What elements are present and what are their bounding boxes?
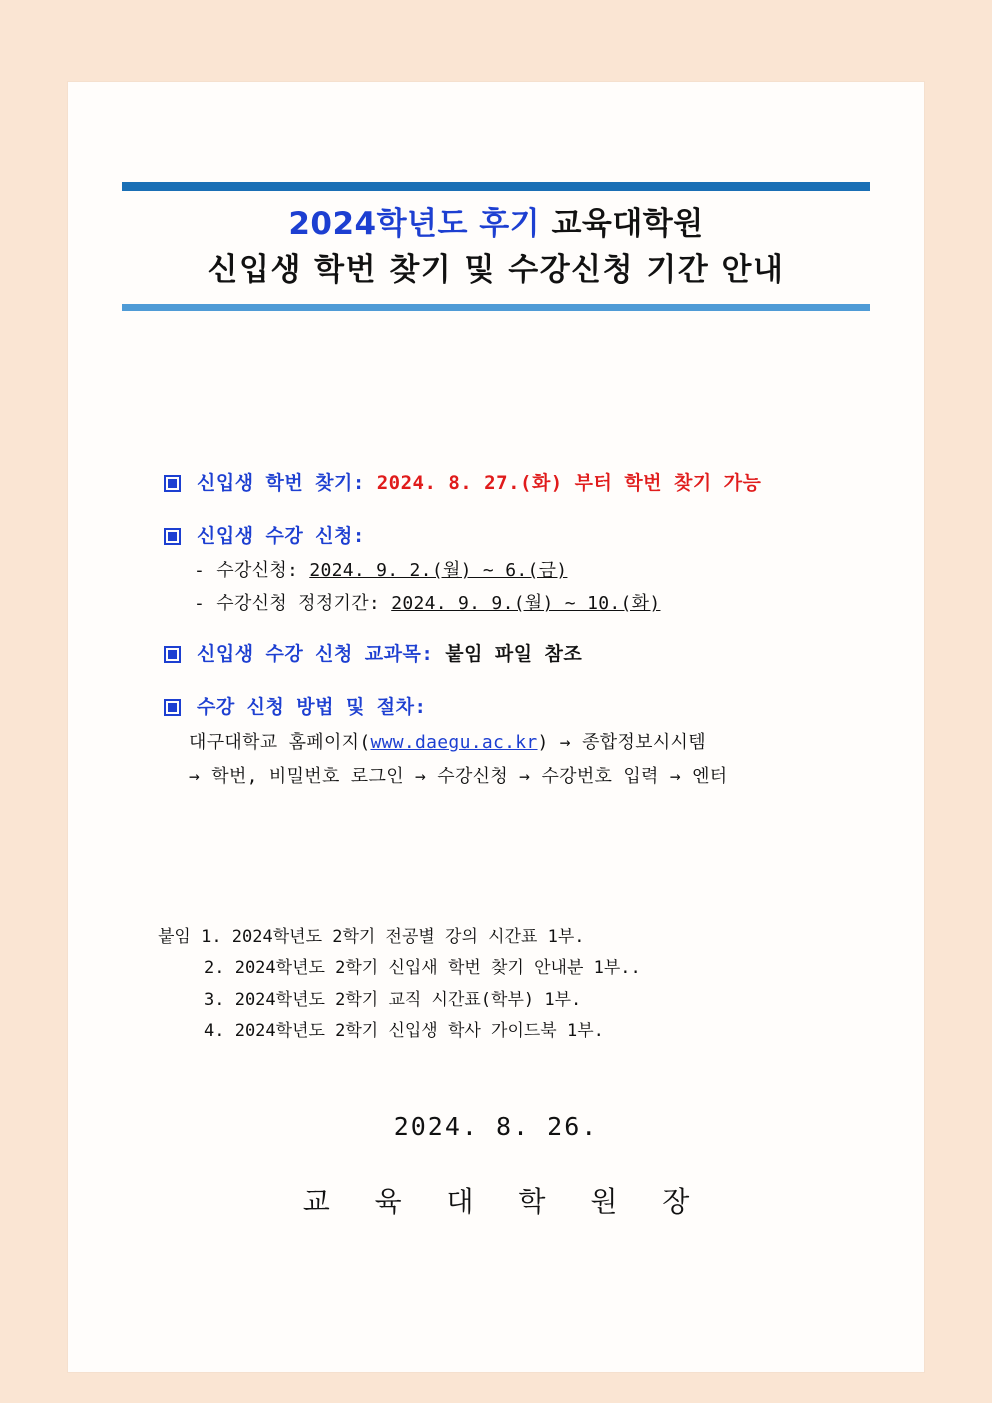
title-rule-top bbox=[122, 182, 870, 191]
notice-subitem-correction-period bbox=[194, 589, 944, 615]
document-page bbox=[68, 82, 924, 1372]
title-text-group bbox=[122, 191, 870, 304]
heading-value: 붙임 파일 참조 bbox=[445, 643, 583, 666]
notice-item-heading-text bbox=[197, 523, 365, 550]
notice-subitem-registration-period bbox=[194, 556, 944, 582]
university-homepage-link[interactable]: www.daegu.ac.kr bbox=[370, 732, 538, 754]
title-school: 교육대학원 bbox=[551, 206, 704, 242]
heading-highlight: 2024. 8. 27.(화) 부터 학번 찾기 가능 bbox=[376, 472, 762, 494]
square-bullet-icon bbox=[164, 528, 181, 545]
heading-label: 수강 신청 방법 및 절차: bbox=[197, 695, 427, 718]
document-signer: 교 육 대 학 원 장 bbox=[302, 1185, 704, 1218]
procedure-line-2: → 학번, 비밀번호 로그인 → 수강신청 → 수강번호 입력 → 엔터 bbox=[189, 766, 728, 788]
attachment-list bbox=[158, 922, 918, 1048]
notice-item-heading bbox=[164, 694, 944, 721]
attachment-item: 4. 2024학년도 2학기 신입생 학사 가이드북 1부. bbox=[204, 1021, 604, 1042]
notice-item-heading-text bbox=[197, 470, 761, 497]
notice-item-procedure bbox=[164, 694, 944, 789]
heading-label: 신입생 학번 찾기: bbox=[197, 472, 377, 494]
attachment-item: 붙임 1. 2024학년도 2학기 전공별 강의 시간표 1부. bbox=[158, 927, 585, 947]
notice-item-heading-text bbox=[197, 641, 582, 668]
procedure-suffix: ) → 종합정보시시템 bbox=[537, 732, 706, 754]
square-bullet-icon bbox=[164, 475, 181, 492]
title-block bbox=[122, 182, 870, 311]
title-year-term: 2024학년도 후기 bbox=[288, 206, 552, 242]
notice-item-heading bbox=[164, 470, 944, 497]
notice-item-course-registration bbox=[164, 523, 944, 616]
subitem-label: - 수강신청 정정기간: bbox=[194, 593, 392, 615]
title-rule-bottom bbox=[122, 304, 870, 311]
square-bullet-icon bbox=[164, 646, 181, 663]
subitem-value: 2024. 9. 9.(월) ~ 10.(화) bbox=[391, 593, 661, 615]
page-title-line-2: 신입생 학번 찾기 및 수강신청 기간 안내 bbox=[207, 251, 785, 288]
heading-label: 신입생 수강 신청: bbox=[197, 524, 365, 547]
procedure-prefix: 대구대학교 홈페이지( bbox=[189, 732, 371, 754]
attachment-item: 3. 2024학년도 2학기 교직 시간표(학부) 1부. bbox=[204, 989, 582, 1010]
notice-item-heading-text bbox=[197, 694, 426, 721]
notice-item-student-id bbox=[164, 470, 944, 497]
subitem-value: 2024. 9. 2.(월) ~ 6.(금) bbox=[309, 560, 568, 582]
heading-label: 신입생 수강 신청 교과목: bbox=[197, 643, 446, 666]
subitem-label: - 수강신청: bbox=[194, 560, 310, 582]
notice-item-subjects bbox=[164, 641, 944, 668]
square-bullet-icon bbox=[164, 699, 181, 716]
notice-item-heading bbox=[164, 641, 944, 668]
attachment-item: 2. 2024학년도 2학기 신입새 학번 찾기 안내분 1부.. bbox=[204, 958, 641, 979]
document-date: 2024. 8. 26. bbox=[393, 1112, 599, 1141]
page-title-line-1 bbox=[122, 205, 870, 244]
procedure-line-1 bbox=[189, 728, 944, 754]
notice-body bbox=[164, 470, 944, 814]
notice-item-heading bbox=[164, 523, 944, 550]
